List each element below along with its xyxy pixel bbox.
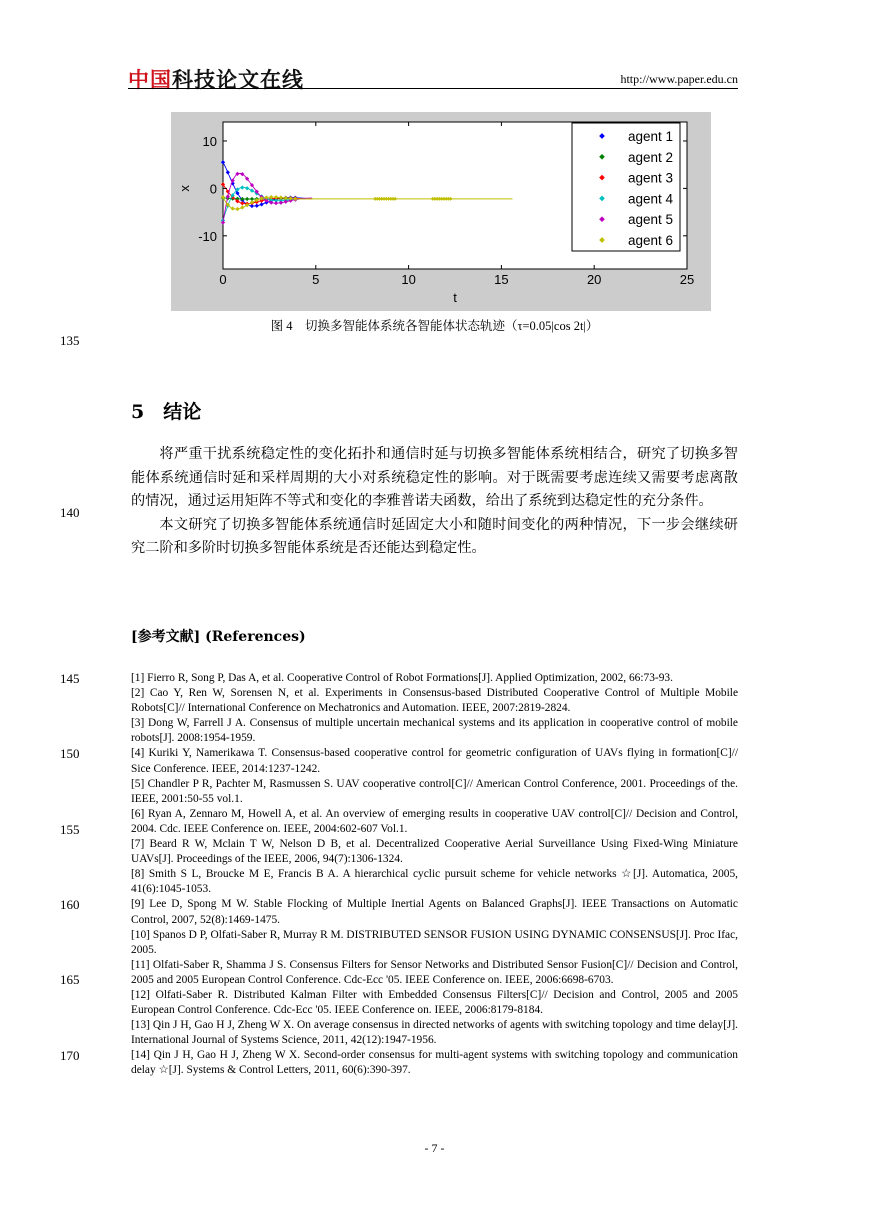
line-number: 140: [60, 505, 80, 520]
x-tick-label: 5: [312, 272, 320, 287]
legend-label: agent 6: [628, 233, 674, 248]
reference-item: [14] Qin J H, Gao H J, Zheng W X. Second-order consensus for multi-agent systems with switching topology and communication delay ☆[J]. Systems & Control Letters, 2011, 60(6):390-397.: [131, 1049, 738, 1077]
y-axis-label: x: [177, 185, 192, 192]
y-tick-label: 0: [209, 181, 217, 197]
x-tick-label: 0: [219, 272, 227, 287]
reference-item: [7] Beard R W, Mclain T W, Nelson D B, et al. Decentralized Cooperative Aerial Surveillance Using Fixed-Wing Miniature UAVs[J]. Proceedings of the IEEE, 2006, 94(7):1306-1324.: [131, 838, 738, 866]
x-tick-label: 15: [494, 272, 509, 287]
x-axis-label: t: [453, 290, 457, 305]
legend-label: agent 1: [628, 129, 674, 144]
logo-red-text: 中国: [128, 68, 172, 92]
journal-logo: [128, 64, 304, 94]
section-title: 5 结论: [131, 401, 202, 423]
legend-label: agent 5: [628, 212, 674, 228]
line-number: 165: [60, 972, 80, 987]
y-tick-label: 10: [202, 133, 217, 149]
reference-item: [10] Spanos D P, Olfati-Saber R, Murray R M. DISTRIBUTED SENSOR FUSION USING DYNAMIC CONSENSUS[J]. Proc Ifac, 2005.: [131, 928, 738, 956]
reference-item: [1] Fierro R, Song P, Das A, et al. Cooperative Control of Robot Formations[J]. Applied Optimization, 2002, 66:73-93.: [131, 672, 673, 684]
reference-item: [5] Chandler P R, Pachter M, Rasmussen S. UAV cooperative control[C]// American Control Conference, 2001. Proceedings of the. IEEE, 2001:50-55 vol.1.: [131, 777, 738, 805]
line-number: 135: [60, 333, 80, 348]
line-number: 160: [60, 897, 80, 912]
reference-item: [13] Qin J H, Gao H J, Zheng W X. On average consensus in directed networks of agents with switching topology and time delay[J]. International Journal of Systems Science, 2011, 42(12):1947-1956.: [131, 1019, 738, 1047]
legend-label: agent 2: [628, 149, 674, 165]
y-tick-label: -10: [198, 228, 217, 244]
conclusion-paragraph-2: 本文研究了切换多智能体系统通信时延固定大小和随时间变化的两种情况，下一步会继续研究二阶和多阶时切换多智能体系统是否还能达到稳定性。: [131, 516, 738, 556]
x-tick-label: 10: [401, 272, 416, 287]
references-heading: [参考文献] (References): [131, 629, 306, 645]
reference-item: [3] Dong W, Farrell J A. Consensus of multiple uncertain mechanical systems and its application in cooperative control of mobile robots[J]. 2008:1954-1959.: [131, 717, 738, 745]
reference-item: [9] Lee D, Spong M W. Stable Flocking of Multiple Inertial Agents on Balanced Graphs[J]. IEEE Transactions on Automatic Control, 2007, 52(8):1469-1475.: [131, 898, 738, 926]
line-number: 145: [60, 671, 80, 686]
legend-label: agent 4: [628, 191, 674, 207]
page-number: - 7 -: [424, 1141, 445, 1155]
logo-black-text: 科技论文在线: [172, 68, 304, 92]
header-url[interactable]: http://www.paper.edu.cn: [620, 72, 738, 86]
x-tick-label: 20: [586, 272, 602, 287]
legend: [572, 123, 680, 251]
reference-item: [4] Kuriki Y, Namerikawa T. Consensus-based cooperative control for geometric configuration of UAVs flying in formation[C]// Sice Conference. IEEE, 2014:1237-1242.: [131, 747, 738, 775]
x-tick-label: 25: [679, 272, 695, 287]
header-divider: [128, 88, 738, 89]
line-number: 170: [60, 1048, 80, 1063]
line-number: 155: [60, 822, 80, 837]
reference-item: [8] Smith S L, Broucke M E, Francis B A. A hierarchical cyclic pursuit scheme for vehicle networks ☆[J]. Automatica, 2005, 41(6):1045-1053.: [131, 868, 738, 896]
conclusion-paragraph-1: 将严重干扰系统稳定性的变化拓扑和通信时延与切换多智能体系统相结合，研究了切换多智能体系统通信时延和采样周期的大小对系统稳定性的影响。对于既需要考虑连续又需要考虑离散的情况，通过运用矩阵不等式和变化的李雅普诺夫函数，给出了系统到达稳定性的充分条件。: [131, 446, 738, 509]
line-number: 150: [60, 746, 80, 761]
reference-list: [131, 671, 738, 1079]
reference-item: [11] Olfati-Saber R, Shamma J S. Consensus Filters for Sensor Networks and Distributed Sensor Fusion[C]// Decision and Control, 2005 and 2005 European Control Conference. Cdc-Ecc '05. IEEE Conference on. IEEE, 2006:6698-6703.: [131, 958, 738, 986]
reference-item: [2] Cao Y, Ren W, Sorensen N, et al. Experiments in Consensus-based Distributed Cooperative Control of Multiple Mobile Robots[C]// International Conference on Mechatronics and Automation. IEEE, 2007:2819-2824.: [131, 687, 738, 715]
legend-label: agent 3: [628, 170, 674, 186]
state-trajectory-chart: [171, 112, 711, 311]
reference-item: [12] Olfati-Saber R. Distributed Kalman Filter with Embedded Consensus Filters[C]// Decision and Control, 2005 and 2005 European Control Conference. Cdc-Ecc '05. IEEE Conference on. IEEE, 2006:8179-8184.: [131, 988, 738, 1017]
figure-caption: 图 4 切换多智能体系统各智能体状态轨迹（τ=0.05|cos 2t|）: [270, 319, 599, 333]
conclusion-body: [131, 443, 738, 561]
reference-item: [6] Ryan A, Zennaro M, Howell A, et al. An overview of emerging results in cooperative UAV control[C]// Decision and Control, 2004. Cdc. IEEE Conference on. IEEE, 2004:602-607 Vol.1.: [131, 807, 738, 835]
